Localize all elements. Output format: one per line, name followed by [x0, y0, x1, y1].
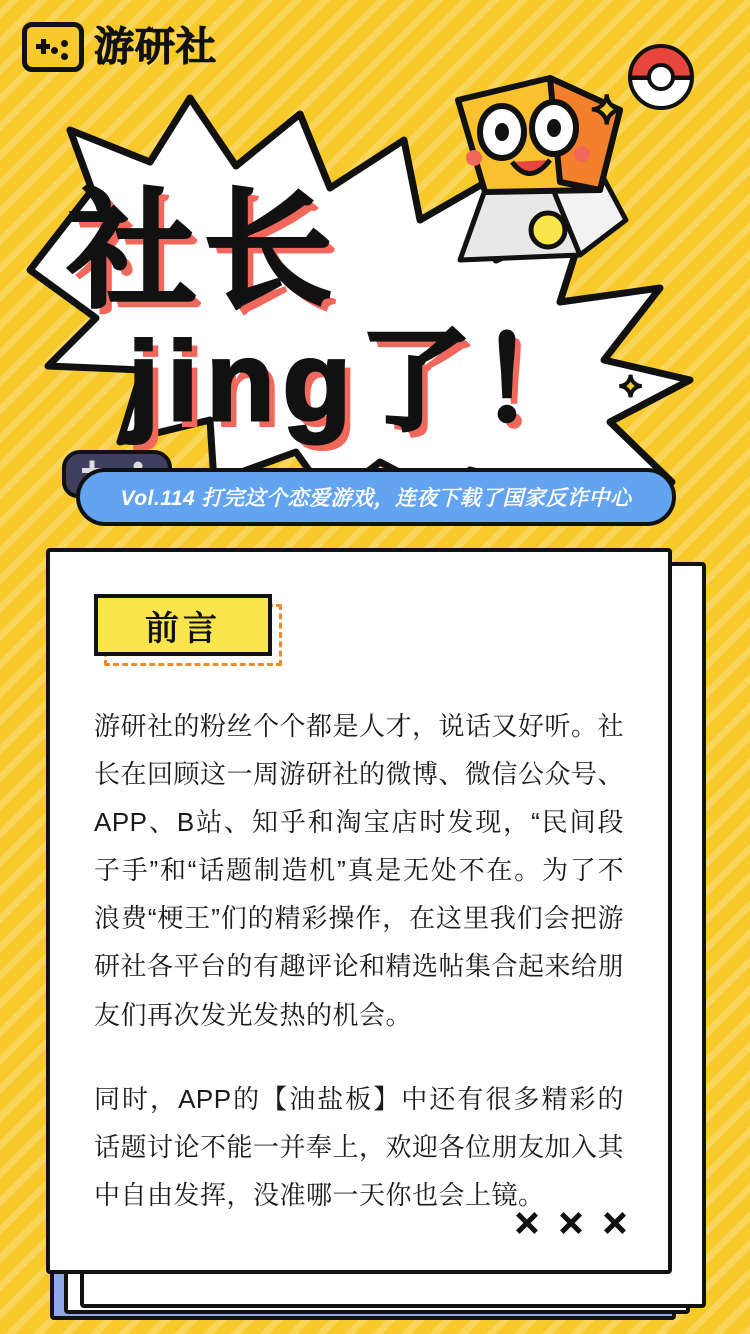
section-title: 前言: [145, 609, 221, 648]
logo-dots-icon: [51, 40, 71, 60]
xxx-divider-icon: [514, 1210, 628, 1236]
hero-title-line2: jing了！: [128, 319, 600, 444]
section-title-chip: [94, 594, 272, 656]
article-body: [94, 702, 624, 1219]
gamepad-badge-icon: [22, 22, 84, 72]
sparkle-icon: ✦: [618, 371, 644, 404]
volume-banner: [76, 468, 676, 526]
sparkle-icon: ✦: [590, 89, 624, 133]
volume-banner-text: Vol.114 打完这个恋爱游戏，连夜下载了国家反诈中心: [120, 487, 632, 510]
site-logo: [22, 22, 217, 72]
hero-title: [68, 180, 628, 444]
article-card-stack: [46, 548, 706, 1308]
article-card: [46, 548, 672, 1274]
paragraph-2: 同时，APP的【油盐板】中还有很多精彩的话题讨论不能一并奉上，欢迎各位朋友加入其中自由发挥，没准哪一天你也会上镜。: [94, 1083, 625, 1210]
hero-title-line1: 社长: [68, 180, 341, 323]
x-mark-icon: [514, 1210, 540, 1236]
x-mark-icon: [558, 1210, 584, 1236]
x-mark-icon: [602, 1210, 628, 1236]
logo-text: 游研社: [94, 25, 217, 69]
hero-burst: [0, 70, 750, 500]
paragraph-1: 游研社的粉丝个个都是人才，说话又好听。社长在回顾这一周游研社的微博、微信公众号、APP、B站、知乎和淘宝店时发现，“民间段子手”和“话题制造机”真是无处不在。为了不浪费“梗王”们的精彩操作，在这里我们会把游研社各平台的有趣评论和精选帖集合起来给朋友们再次发光发热的机会。: [94, 711, 625, 1030]
